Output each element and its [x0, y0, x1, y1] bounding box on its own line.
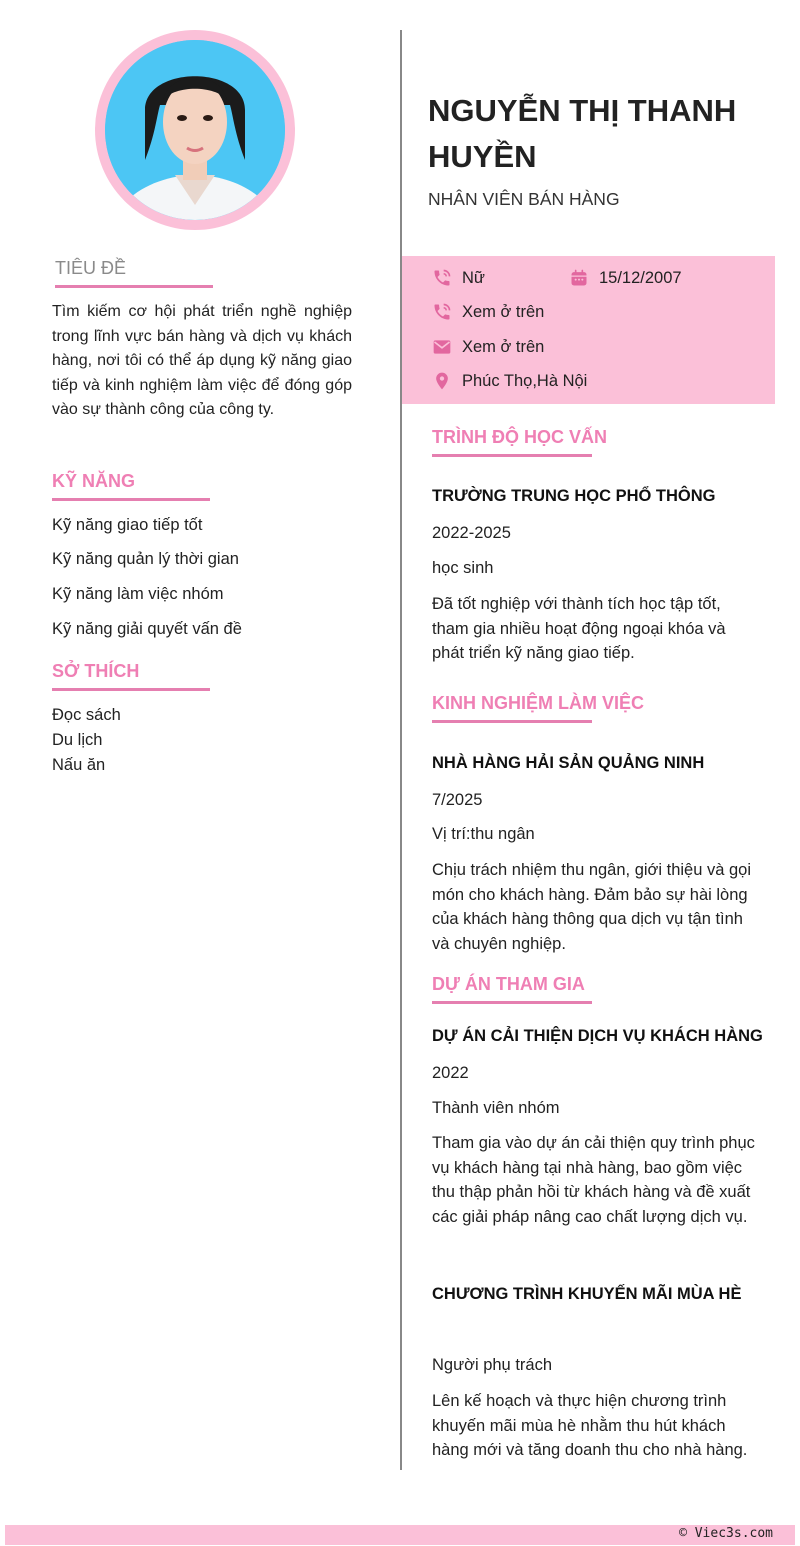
calendar-icon: [569, 268, 589, 288]
project-role: Thành viên nhóm: [432, 1099, 560, 1117]
heading-underline: [432, 454, 592, 457]
heading-underline: [52, 498, 210, 501]
skills-heading: KỸ NĂNG: [52, 471, 210, 501]
birthdate-value: 15/12/2007: [599, 268, 682, 287]
avatar: [105, 40, 285, 220]
heading-underline: [55, 285, 213, 288]
phone-icon: [432, 302, 452, 322]
project-year: 2022: [432, 1064, 469, 1082]
hobbies-heading: SỞ THÍCH: [52, 661, 210, 691]
project-name: DỰ ÁN CẢI THIỆN DỊCH VỤ KHÁCH HÀNG: [432, 1027, 763, 1045]
company-name: NHÀ HÀNG HẢI SẢN QUẢNG NINH: [432, 754, 705, 772]
skill-item: Kỹ năng giải quyết vấn đề: [52, 620, 242, 638]
avatar-frame: [95, 30, 295, 230]
experience-description: Chịu trách nhiệm thu ngân, giới thiệu và gọi món cho khách hàng. Đảm bảo sự hài lòng của khách hàng thông qua dịch vụ tận tình và chuyên nghiệp.: [432, 861, 752, 953]
envelope-icon: [432, 337, 452, 357]
experience-heading: KINH NGHIỆM LÀM VIỆC: [432, 693, 592, 723]
hobby-item: Du lịch: [52, 731, 103, 749]
phone-row: [432, 300, 544, 324]
education-heading: TRÌNH ĐỘ HỌC VẤN: [432, 427, 592, 457]
email-value: Xem ở trên: [462, 337, 545, 356]
email-row: [432, 335, 544, 359]
profile-photo: [105, 40, 285, 220]
project-description: Tham gia vào dự án cải thiện quy trình phục vụ khách hàng tại nhà hàng, bao gồm việc thu thập phản hồi từ khách hàng và đề xuất các giải pháp nâng cao chất lượng dịch vụ.: [432, 1134, 755, 1226]
school-name: TRƯỜNG TRUNG HỌC PHỔ THÔNG: [432, 487, 716, 505]
experience-position: Vị trí:thu ngân: [432, 825, 535, 843]
heading-underline: [432, 720, 592, 723]
skill-item: Kỹ năng làm việc nhóm: [52, 585, 224, 603]
skill-item: Kỹ năng quản lý thời gian: [52, 550, 239, 568]
education-period: 2022-2025: [432, 524, 511, 542]
address-row: [432, 369, 587, 393]
gender-row: [432, 266, 485, 290]
footer-credit: © Viec3s.com: [679, 1526, 773, 1541]
education-description: Đã tốt nghiệp với thành tích học tập tốt, tham gia nhiều hoạt động ngoại khóa và phát triển kỹ năng giao tiếp.: [432, 595, 726, 663]
contact-panel: [402, 256, 775, 404]
candidate-name: NGUYỄN THỊ THANH HUYỀN: [428, 93, 737, 174]
skill-item: Kỹ năng giao tiếp tốt: [52, 516, 203, 534]
objective-text: Tìm kiếm cơ hội phát triển nghề nghiệp trong lĩnh vực bán hàng và dịch vụ khách hàng, nơi tôi có thể áp dụng kỹ năng giao tiếp và kinh nghiệm làm việc để đóng góp vào sự thành công của công ty.: [52, 303, 352, 419]
education-role: học sinh: [432, 559, 494, 577]
phone-value: Xem ở trên: [462, 302, 545, 321]
experience-period: 7/2025: [432, 791, 483, 809]
projects-heading: DỰ ÁN THAM GIA: [432, 974, 592, 1004]
right-column: [402, 0, 800, 1520]
project-description: Lên kế hoạch và thực hiện chương trình khuyến mãi mùa hè nhằm thu hút khách hàng mới và tăng doanh thu cho nhà hàng.: [432, 1392, 748, 1460]
birthdate-row: [569, 266, 682, 290]
hobby-item: Đọc sách: [52, 706, 121, 724]
heading-underline: [52, 688, 210, 691]
left-column: [0, 0, 400, 1520]
job-title: NHÂN VIÊN BÁN HÀNG: [428, 189, 620, 209]
location-pin-icon: [432, 371, 452, 391]
footer-bar: [5, 1525, 795, 1545]
gender-value: Nữ: [462, 268, 485, 287]
hobby-item: Nấu ăn: [52, 756, 106, 774]
project-role: Người phụ trách: [432, 1356, 553, 1374]
phone-icon: [432, 268, 452, 288]
address-value: Phúc Thọ,Hà Nội: [462, 371, 588, 390]
project-name: CHƯƠNG TRÌNH KHUYẾN MÃI MÙA HÈ: [432, 1285, 742, 1303]
heading-underline: [432, 1001, 592, 1004]
objective-heading: TIÊU ĐỀ: [52, 258, 213, 288]
